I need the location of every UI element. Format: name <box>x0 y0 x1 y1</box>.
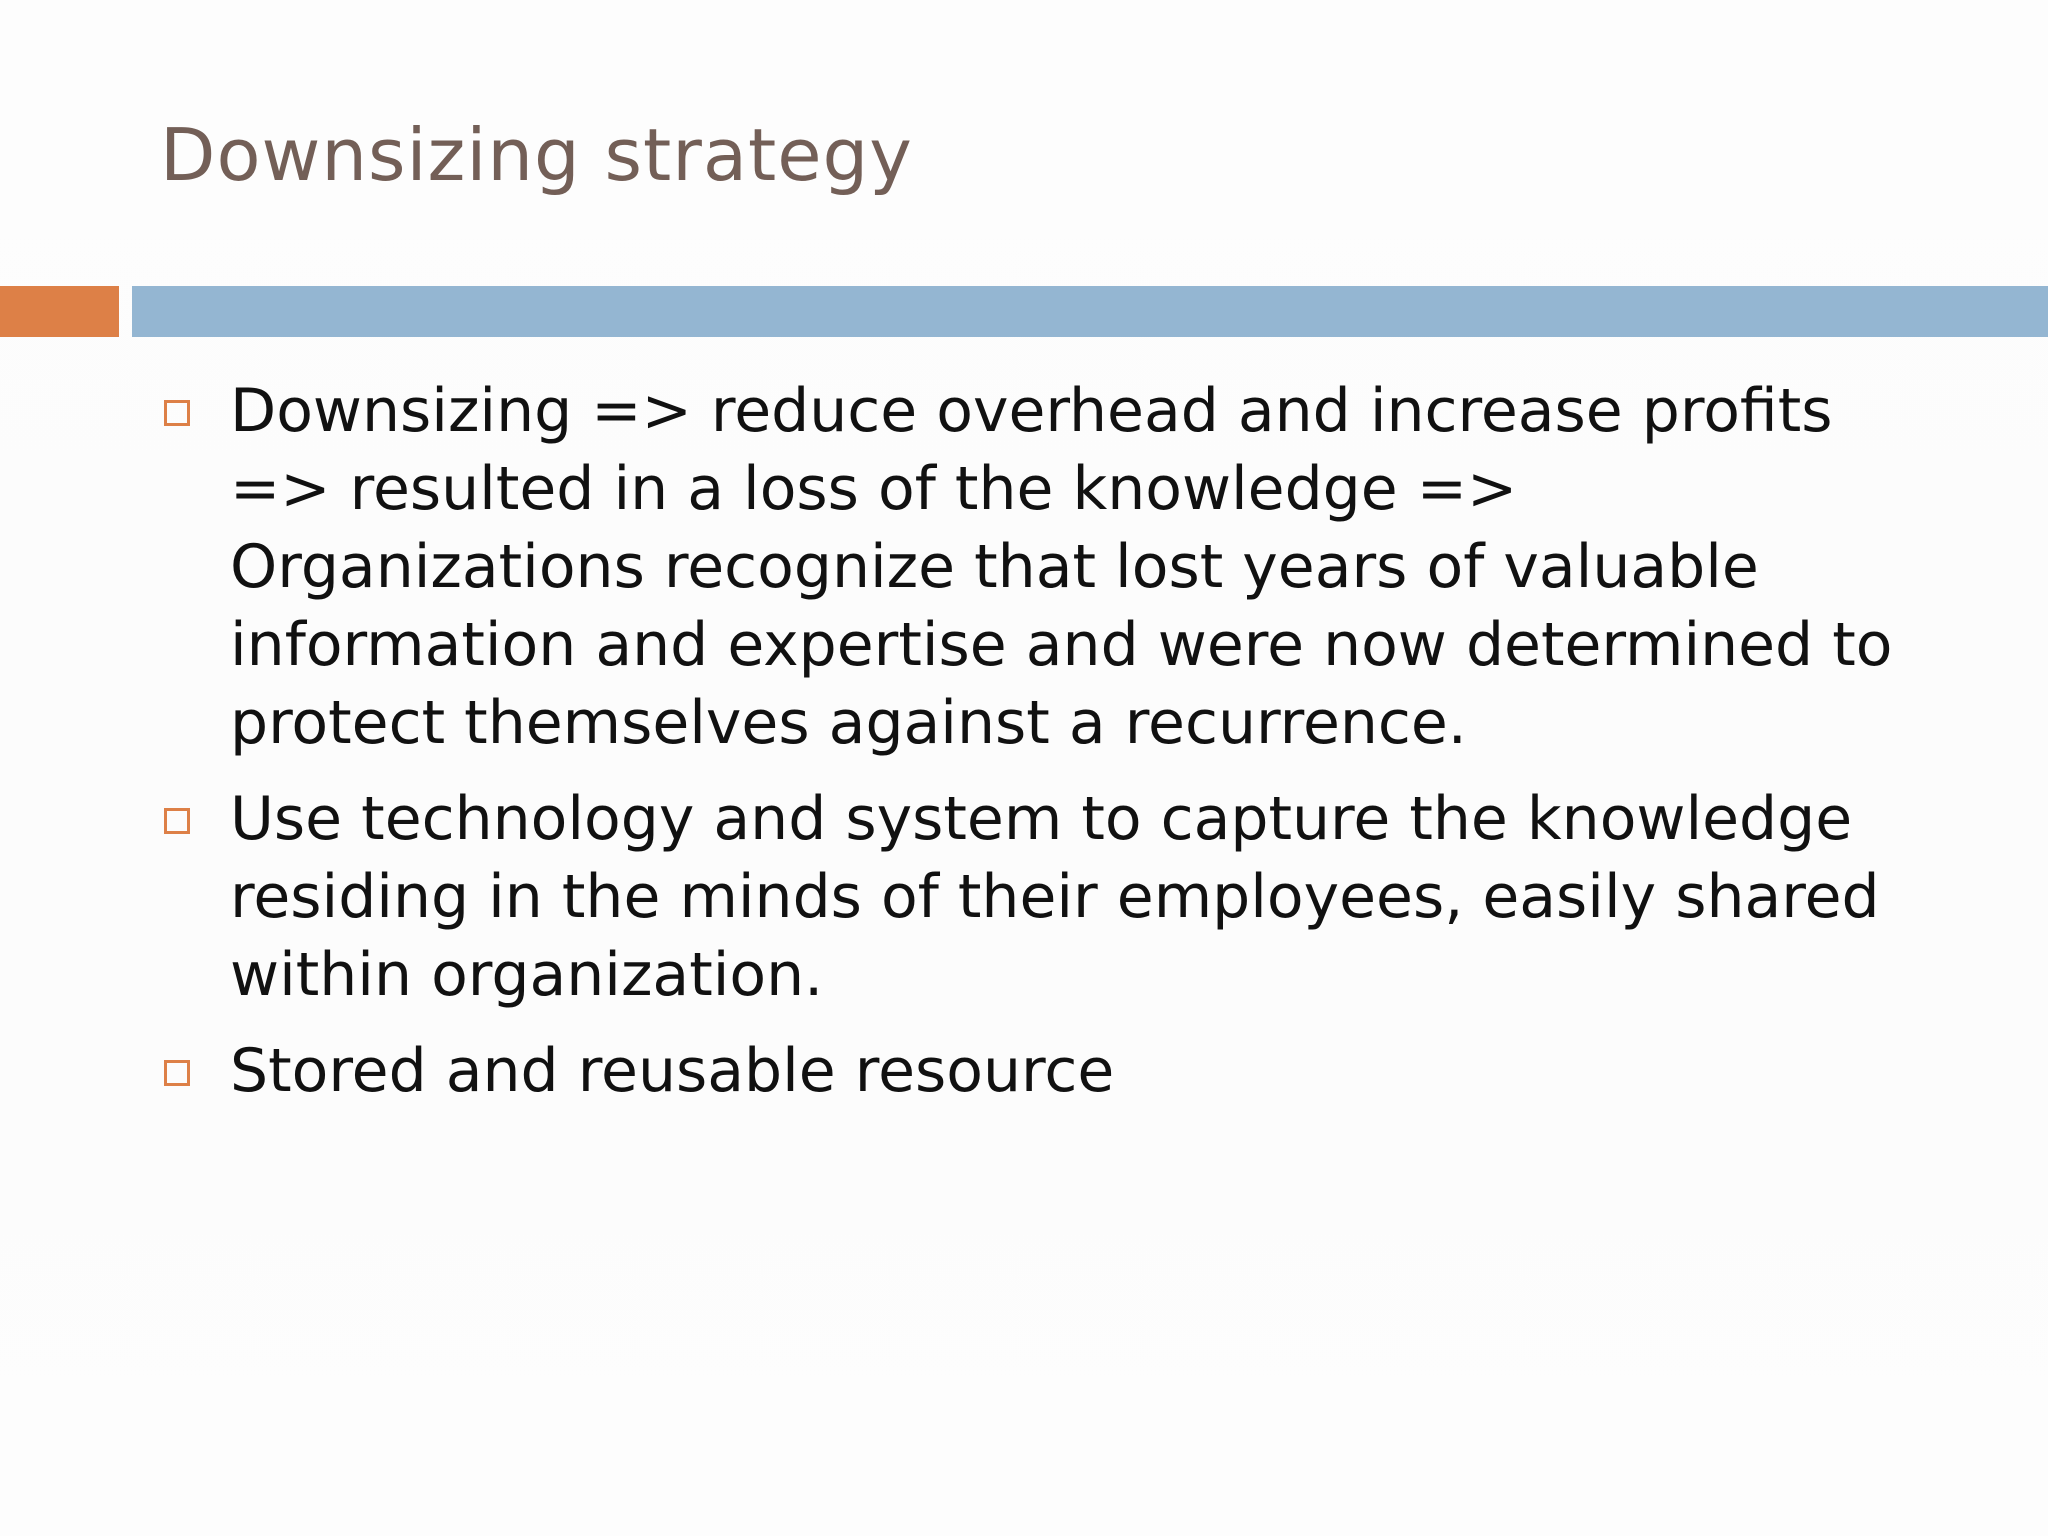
bullet-text: Downsizing => reduce overhead and increase profits => resulted in a loss of the knowledge => Organizations recognize that lost years of valuable information and expertise and were now determined to protect themselves against a recurrence. <box>230 376 1893 758</box>
bullet-text: Stored and reusable resource <box>230 1036 1115 1106</box>
accent-bar-blue <box>132 286 2048 337</box>
bullet-item <box>160 780 1940 1014</box>
slide-title: Downsizing strategy <box>160 113 913 197</box>
bullet-list <box>160 372 1940 1128</box>
bullet-text: Use technology and system to capture the knowledge residing in the minds of their employees, easily shared within organization. <box>230 784 1880 1010</box>
hollow-square-bullet-icon <box>164 400 190 426</box>
bullet-item <box>160 1032 1940 1110</box>
hollow-square-bullet-icon <box>164 808 190 834</box>
accent-bar-orange <box>0 286 119 337</box>
hollow-square-bullet-icon <box>164 1060 190 1086</box>
bullet-item <box>160 372 1940 762</box>
